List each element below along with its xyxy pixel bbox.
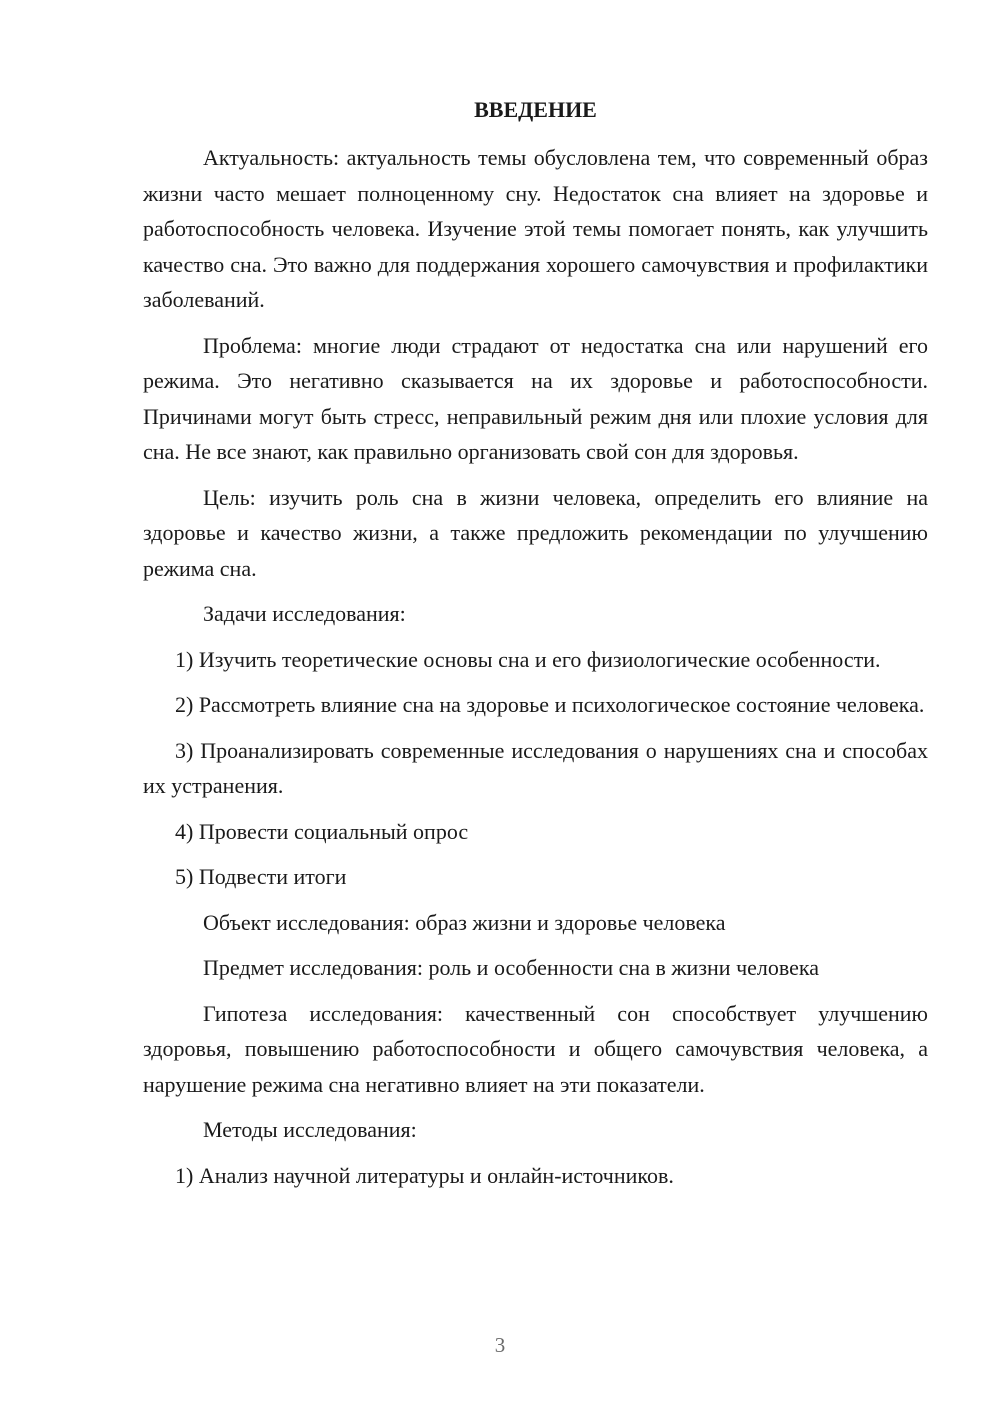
task-item-3: 3) Проанализировать современные исследования о нарушениях сна и способах их устранения. xyxy=(143,737,928,798)
paragraph-hypothesis: Гипотеза исследования: качественный сон способствует улучшению здоровья, повышению работоспособности и общего самочувствия человека, а нарушение режима сна негативно влияет на эти показатели. xyxy=(143,1000,928,1097)
methods-heading: Методы исследования: xyxy=(203,1117,417,1142)
document-page xyxy=(143,92,928,1203)
paragraph-problem: Проблема: многие люди страдают от недостатка сна или нарушений его режима. Это негативно сказывается на их здоровье и работоспособности. Причинами могут быть стресс, неправильный режим дня или плохие условия для сна. Не все знают, как правильно организовать свой сон для здоровья. xyxy=(143,332,928,464)
method-item-1: 1) Анализ научной литературы и онлайн-источников. xyxy=(175,1162,674,1188)
paragraph-relevance: Актуальность: актуальность темы обусловлена тем, что современный образ жизни часто мешает полноценному сну. Недостаток сна влияет на здоровье и работоспособность человека. Изучение этой темы помогает понять, как улучшить качество сна. Это важно для поддержания хорошего самочувствия и профилактики заболеваний. xyxy=(143,145,928,312)
tasks-heading: Задачи исследования: xyxy=(203,601,406,626)
page-title: ВВЕДЕНИЕ xyxy=(474,97,597,122)
paragraph-object: Объект исследования: образ жизни и здоровье человека xyxy=(203,909,726,935)
paragraph-goal: Цель: изучить роль сна в жизни человека, определить его влияние на здоровье и качество жизни, а также предложить рекомендации по улучшению режима сна. xyxy=(143,484,928,581)
page-number: 3 xyxy=(494,1333,506,1357)
task-item-4: 4) Провести социальный опрос xyxy=(175,818,469,844)
task-item-5: 5) Подвести итоги xyxy=(175,864,347,889)
paragraph-subject: Предмет исследования: роль и особенности сна в жизни человека xyxy=(203,955,820,980)
task-item-1: 1) Изучить теоретические основы сна и его физиологические особенности. xyxy=(175,646,881,672)
task-item-2: 2) Рассмотреть влияние сна на здоровье и психологическое состояние человека. xyxy=(175,692,925,717)
